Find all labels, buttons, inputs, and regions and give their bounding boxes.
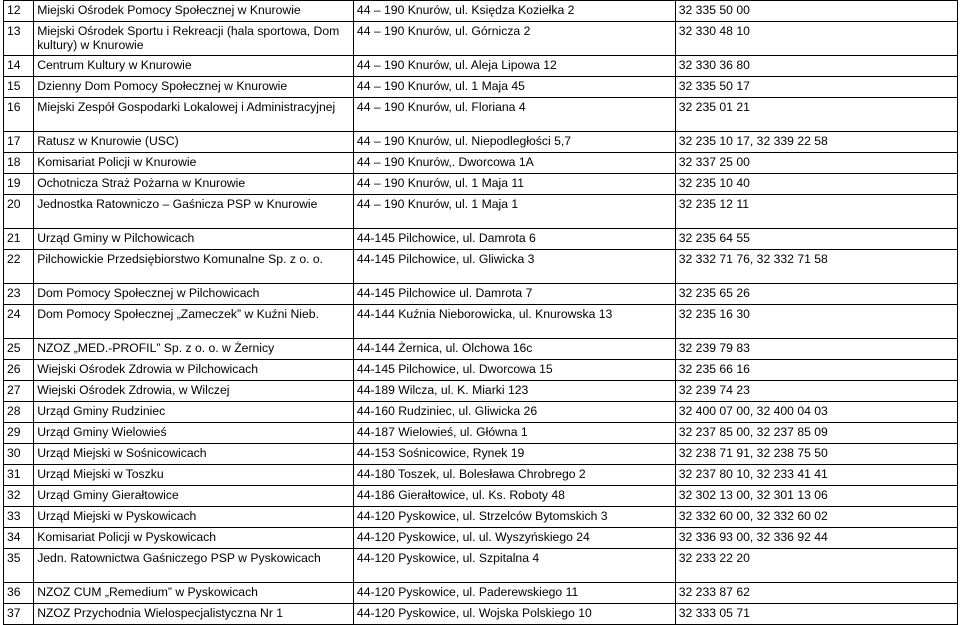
institution-name: Urząd Gminy Rudziniec xyxy=(34,402,354,423)
institution-name: Miejski Zespół Gospodarki Lokalowej i Administracyjnej xyxy=(34,98,354,132)
institution-address: 44-145 Pilchowice ul. Damrota 7 xyxy=(353,284,675,305)
table-row xyxy=(4,1,958,22)
institution-address: 44 – 190 Knurów, ul. Górnicza 2 xyxy=(353,22,675,56)
institution-name: Komisariat Policji w Knurowie xyxy=(34,153,354,174)
institution-address: 44-187 Wielowieś, ul. Główna 1 xyxy=(353,423,675,444)
institution-name: Urząd Gminy w Pilchowicach xyxy=(34,229,354,250)
institution-address: 44-120 Pyskowice, ul. Wojska Polskiego 10 xyxy=(353,604,675,625)
institution-address: 44-120 Pyskowice, ul. Strzelców Bytomskich 3 xyxy=(353,507,675,528)
institutions-table xyxy=(3,0,958,625)
institution-address: 44-144 Żernica, ul. Olchowa 16c xyxy=(353,339,675,360)
institution-name: NZOZ CUM „Remedium” w Pyskowicach xyxy=(34,583,354,604)
institution-address: 44-120 Pyskowice, ul. Szpitalna 4 xyxy=(353,549,675,583)
row-number: 36 xyxy=(4,583,34,604)
table-row xyxy=(4,305,958,339)
institution-phone: 32 330 36 80 xyxy=(675,56,957,77)
institution-address: 44 – 190 Knurów, ul. Księdza Koziełka 2 xyxy=(353,1,675,22)
table-row xyxy=(4,195,958,229)
institution-name: Dom Pomocy Społecznej „Zameczek” w Kuźni Nieb. xyxy=(34,305,354,339)
institution-name: Ratusz w Knurowie (USC) xyxy=(34,132,354,153)
table-row xyxy=(4,465,958,486)
table-row xyxy=(4,444,958,465)
table-row xyxy=(4,56,958,77)
table-row xyxy=(4,549,958,583)
institution-phone: 32 335 50 17 xyxy=(675,77,957,98)
table-row xyxy=(4,132,958,153)
institution-name: Wiejski Ośrodek Zdrowia w Pilchowicach xyxy=(34,360,354,381)
table-row xyxy=(4,284,958,305)
row-number: 12 xyxy=(4,1,34,22)
row-number: 25 xyxy=(4,339,34,360)
institution-name: Urząd Gminy Wielowieś xyxy=(34,423,354,444)
institution-address: 44-160 Rudziniec, ul. Gliwicka 26 xyxy=(353,402,675,423)
institution-address: 44 – 190 Knurów, ul. Floriana 4 xyxy=(353,98,675,132)
row-number: 14 xyxy=(4,56,34,77)
row-number: 16 xyxy=(4,98,34,132)
institution-address: 44 – 190 Knurów,. Dworcowa 1A xyxy=(353,153,675,174)
institution-address: 44-153 Sośnicowice, Rynek 19 xyxy=(353,444,675,465)
institution-address: 44 – 190 Knurów, ul. 1 Maja 45 xyxy=(353,77,675,98)
institution-phone: 32 235 01 21 xyxy=(675,98,957,132)
institution-name: Dzienny Dom Pomocy Społecznej w Knurowie xyxy=(34,77,354,98)
row-number: 30 xyxy=(4,444,34,465)
institution-address: 44-189 Wilcza, ul. K. Miarki 123 xyxy=(353,381,675,402)
institution-phone: 32 235 64 55 xyxy=(675,229,957,250)
institution-name: Ochotnicza Straż Pożarna w Knurowie xyxy=(34,174,354,195)
institution-phone: 32 235 10 17, 32 339 22 58 xyxy=(675,132,957,153)
institution-phone: 32 233 87 62 xyxy=(675,583,957,604)
table-row xyxy=(4,250,958,284)
row-number: 32 xyxy=(4,486,34,507)
institution-phone: 32 333 05 71 xyxy=(675,604,957,625)
institution-name: Dom Pomocy Społecznej w Pilchowicach xyxy=(34,284,354,305)
row-number: 29 xyxy=(4,423,34,444)
row-number: 26 xyxy=(4,360,34,381)
table-row xyxy=(4,402,958,423)
institution-phone: 32 332 71 76, 32 332 71 58 xyxy=(675,250,957,284)
table-row xyxy=(4,507,958,528)
institution-address: 44-180 Toszek, ul. Bolesława Chrobrego 2 xyxy=(353,465,675,486)
row-number: 34 xyxy=(4,528,34,549)
row-number: 20 xyxy=(4,195,34,229)
row-number: 27 xyxy=(4,381,34,402)
institution-address: 44-145 Pilchowice, ul. Damrota 6 xyxy=(353,229,675,250)
institution-name: NZOZ „MED.-PROFIL” Sp. z o. o. w Żernicy xyxy=(34,339,354,360)
institution-phone: 32 238 71 91, 32 238 75 50 xyxy=(675,444,957,465)
institution-address: 44-145 Pilchowice, ul. Gliwicka 3 xyxy=(353,250,675,284)
institution-name: Miejski Ośrodek Sportu i Rekreacji (hala sportowa, Dom kultury) w Knurowie xyxy=(34,22,354,56)
institution-phone: 32 235 66 16 xyxy=(675,360,957,381)
table-row xyxy=(4,77,958,98)
institution-address: 44 – 190 Knurów, ul. 1 Maja 1 xyxy=(353,195,675,229)
institution-address: 44-145 Pilchowice, ul. Dworcowa 15 xyxy=(353,360,675,381)
institution-phone: 32 235 12 11 xyxy=(675,195,957,229)
institution-phone: 32 239 74 23 xyxy=(675,381,957,402)
institution-phone: 32 336 93 00, 32 336 92 44 xyxy=(675,528,957,549)
table-row xyxy=(4,360,958,381)
row-number: 23 xyxy=(4,284,34,305)
document-page xyxy=(3,0,958,625)
row-number: 37 xyxy=(4,604,34,625)
institution-phone: 32 335 50 00 xyxy=(675,1,957,22)
row-number: 17 xyxy=(4,132,34,153)
table-row xyxy=(4,339,958,360)
row-number: 33 xyxy=(4,507,34,528)
institution-phone: 32 237 85 00, 32 237 85 09 xyxy=(675,423,957,444)
table-row xyxy=(4,98,958,132)
institution-address: 44-186 Gierałtowice, ul. Ks. Roboty 48 xyxy=(353,486,675,507)
table-row xyxy=(4,22,958,56)
institution-address: 44 – 190 Knurów, ul. Aleja Lipowa 12 xyxy=(353,56,675,77)
institution-phone: 32 235 65 26 xyxy=(675,284,957,305)
institution-name: Urząd Gminy Gierałtowice xyxy=(34,486,354,507)
institution-address: 44-120 Pyskowice, ul. ul. Wyszyńskiego 24 xyxy=(353,528,675,549)
table-row xyxy=(4,583,958,604)
institution-name: Urząd Miejski w Sośnicowicach xyxy=(34,444,354,465)
institution-phone: 32 337 25 00 xyxy=(675,153,957,174)
institution-address: 44-120 Pyskowice, ul. Paderewskiego 11 xyxy=(353,583,675,604)
row-number: 28 xyxy=(4,402,34,423)
institution-name: Miejski Ośrodek Pomocy Społecznej w Knurowie xyxy=(34,1,354,22)
institution-address: 44 – 190 Knurów, ul. 1 Maja 11 xyxy=(353,174,675,195)
institution-name: Komisariat Policji w Pyskowicach xyxy=(34,528,354,549)
row-number: 21 xyxy=(4,229,34,250)
row-number: 13 xyxy=(4,22,34,56)
institution-address: 44-144 Kuźnia Nieborowicka, ul. Knurowska 13 xyxy=(353,305,675,339)
institution-address: 44 – 190 Knurów, ul. Niepodległości 5,7 xyxy=(353,132,675,153)
institution-name: Jedn. Ratownictwa Gaśniczego PSP w Pyskowicach xyxy=(34,549,354,583)
institution-name: Urząd Miejski w Toszku xyxy=(34,465,354,486)
institution-name: Centrum Kultury w Knurowie xyxy=(34,56,354,77)
table-row xyxy=(4,174,958,195)
row-number: 15 xyxy=(4,77,34,98)
table-row xyxy=(4,604,958,625)
institution-phone: 32 235 10 40 xyxy=(675,174,957,195)
institution-name: NZOZ Przychodnia Wielospecjalistyczna Nr 1 xyxy=(34,604,354,625)
institution-phone: 32 400 07 00, 32 400 04 03 xyxy=(675,402,957,423)
institution-phone: 32 239 79 83 xyxy=(675,339,957,360)
table-row xyxy=(4,528,958,549)
institution-name: Jednostka Ratowniczo – Gaśnicza PSP w Knurowie xyxy=(34,195,354,229)
institution-phone: 32 302 13 00, 32 301 13 06 xyxy=(675,486,957,507)
row-number: 35 xyxy=(4,549,34,583)
institution-phone: 32 235 16 30 xyxy=(675,305,957,339)
row-number: 19 xyxy=(4,174,34,195)
table-row xyxy=(4,423,958,444)
table-row xyxy=(4,229,958,250)
institution-phone: 32 330 48 10 xyxy=(675,22,957,56)
table-row xyxy=(4,486,958,507)
row-number: 18 xyxy=(4,153,34,174)
row-number: 31 xyxy=(4,465,34,486)
institution-name: Urząd Miejski w Pyskowicach xyxy=(34,507,354,528)
institution-phone: 32 332 60 00, 32 332 60 02 xyxy=(675,507,957,528)
row-number: 24 xyxy=(4,305,34,339)
row-number: 22 xyxy=(4,250,34,284)
table-row xyxy=(4,153,958,174)
institution-phone: 32 237 80 10, 32 233 41 41 xyxy=(675,465,957,486)
institution-phone: 32 233 22 20 xyxy=(675,549,957,583)
institution-name: Wiejski Ośrodek Zdrowia, w Wilczej xyxy=(34,381,354,402)
table-row xyxy=(4,381,958,402)
institution-name: Pilchowickie Przedsiębiorstwo Komunalne Sp. z o. o. xyxy=(34,250,354,284)
